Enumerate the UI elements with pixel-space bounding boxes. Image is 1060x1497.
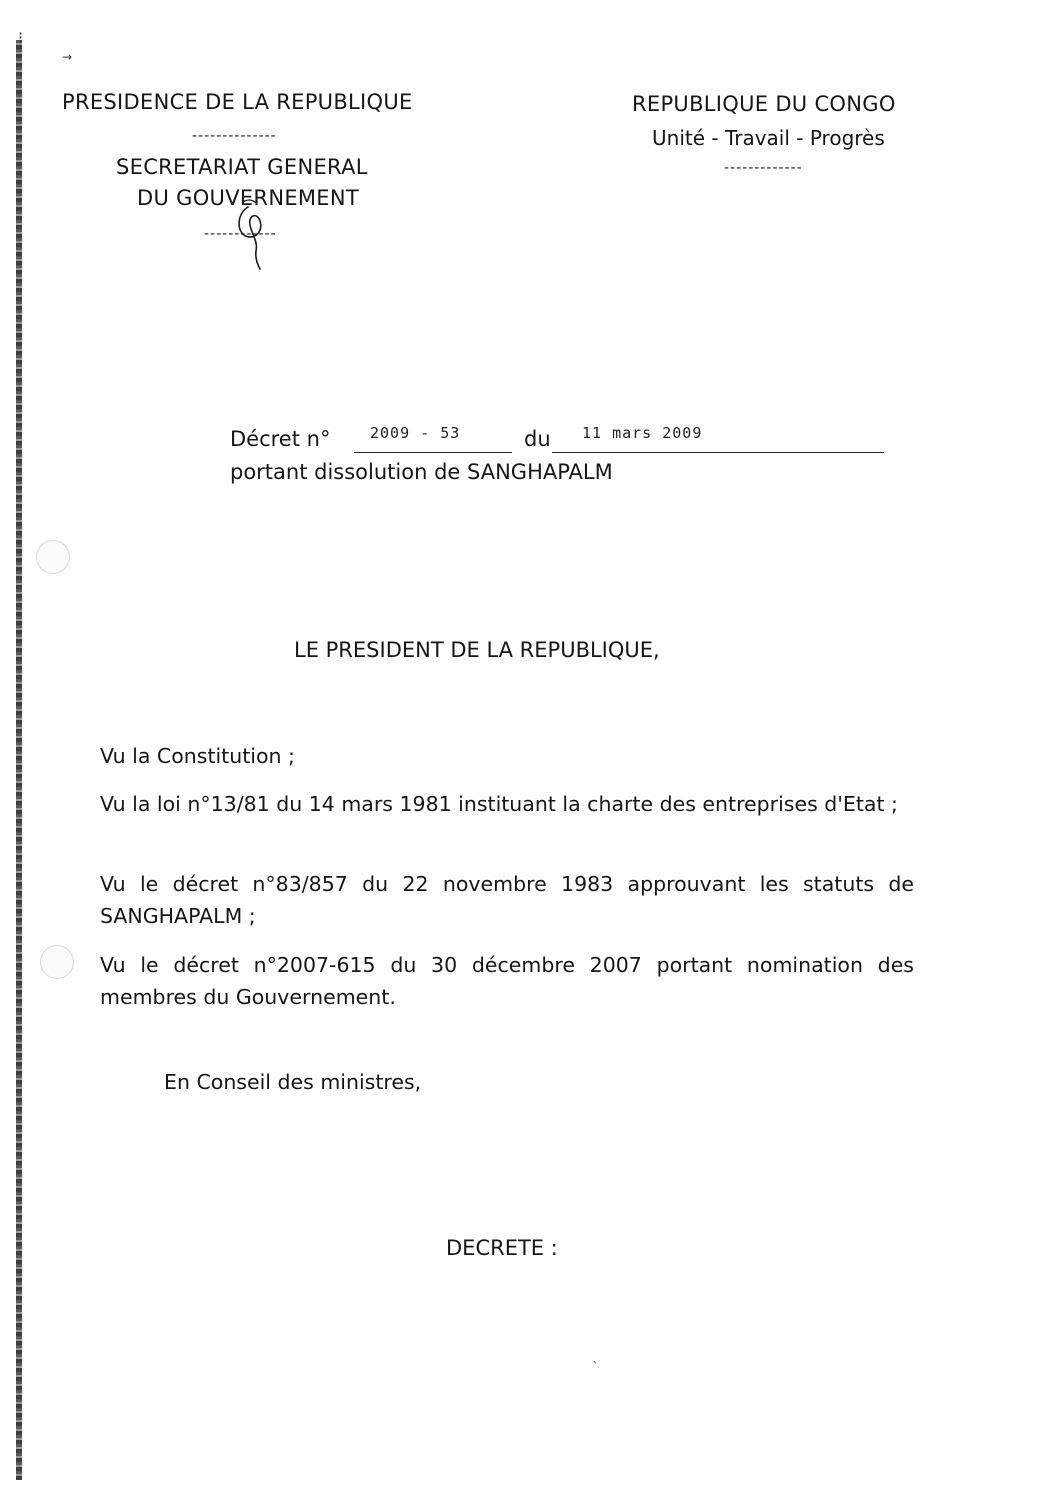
consideration-decret-1983: Vu le décret n°83/857 du 22 novembre 1983 approuvant les statuts de SANGHAPALM ; [100, 872, 914, 928]
header-secretariat: SECRETARIAT GENERAL [116, 155, 368, 179]
header-separator: ------------- [724, 160, 803, 176]
consideration-constitution: Vu la Constitution ; [100, 744, 295, 768]
council-line: En Conseil des ministres, [164, 1070, 422, 1094]
decree-date-label: du [524, 427, 551, 451]
decree-number-label: Décret n° [230, 427, 331, 451]
header-presidence: PRESIDENCE DE LA REPUBLIQUE [62, 90, 413, 114]
decree-number: 2009 - 53 [370, 424, 461, 442]
punch-hole [40, 945, 74, 979]
header-separator: ------------ [204, 226, 277, 242]
scan-speck: ˎ [592, 1348, 599, 1364]
header-republique: REPUBLIQUE DU CONGO [632, 92, 896, 116]
decree-number-rule [354, 452, 512, 453]
consideration-loi: Vu la loi n°13/81 du 14 mars 1981 instituant la charte des entreprises d'Etat ; [100, 792, 898, 816]
handwritten-initial [228, 195, 276, 273]
decree-subject: portant dissolution de SANGHAPALM [230, 460, 613, 484]
decree-date-rule [552, 452, 884, 453]
consideration-decret-2007: Vu le décret n°2007-615 du 30 décembre 2007 portant nomination des membres du Gouvernement. [100, 953, 914, 1009]
header-separator: -------------- [192, 128, 277, 144]
president-heading: LE PRESIDENT DE LA REPUBLIQUE, [294, 638, 660, 662]
header-motto: Unité - Travail - Progrès [652, 126, 885, 150]
punch-hole [36, 540, 70, 574]
scan-mark: ⁝ [18, 28, 24, 47]
header-gouvernement: DU GOUVERNEMENT [137, 186, 360, 210]
scan-edge [16, 40, 22, 1480]
scan-mark: → [62, 50, 73, 64]
decree-date: 11 mars 2009 [582, 424, 703, 442]
decrete-heading: DECRETE : [446, 1236, 558, 1260]
